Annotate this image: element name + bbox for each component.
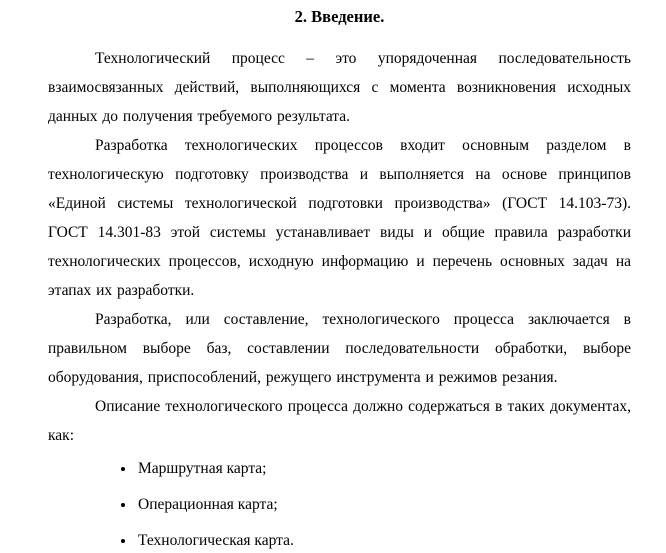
list-item-technology-map: • Технологическая карта. <box>136 526 631 553</box>
paragraph-intro-definition: Технологический процесс – это упорядоченная последовательность взаимосвязанных действий, выполняющихся с момента возникновения исходных данных до получения требуемого результата. <box>48 50 631 125</box>
list-item-operation-map: • Операционная карта; <box>136 490 631 519</box>
paragraph-documents-lead-in: Описание технологического процесса должно содержаться в таких документах, как: <box>48 398 631 444</box>
paragraph-development-gost: Разработка технологических процессов входит основным разделом в технологическую подготовку производства и выполняется на основе принципов «Единой системы технологической подготовки производства» (ГОСТ 14.103-73). ГОСТ 14.301-83 этой системы устанавливает виды и общие правила разработки технологических процессов, исходную информацию и перечень основных задач на этапах их разработки. <box>48 137 631 299</box>
document-title: 2. Введение. <box>294 7 385 26</box>
list-item-route-map: • Маршрутная карта; <box>136 454 631 483</box>
paragraph-process-composition: Разработка, или составление, технологического процесса заключается в правильном выборе баз, составлении последовательности обработки, выборе оборудования, приспособлений, режущего инструмента и режимов резания. <box>48 311 631 386</box>
document-bullet-list <box>48 454 631 553</box>
